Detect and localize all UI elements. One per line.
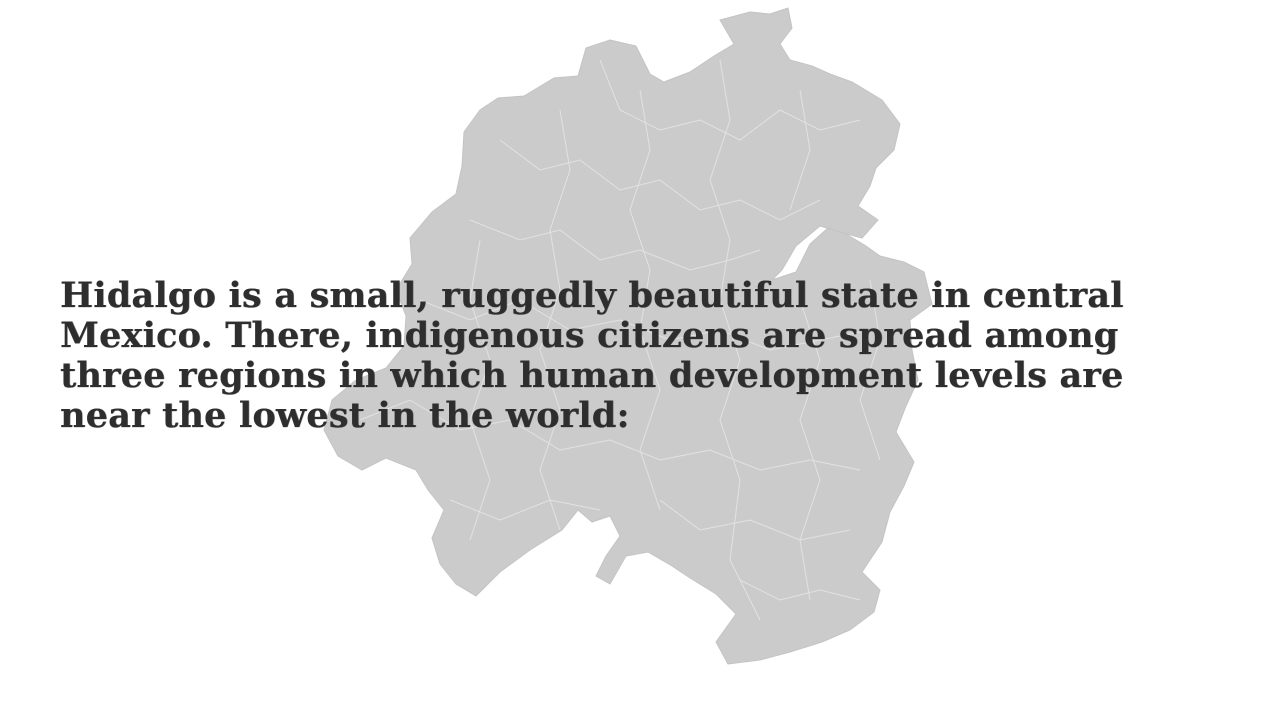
hidalgo-statement: Hidalgo is a small, ruggedly beautiful state in central Mexico. There, indigenous citizens are spread among three regions in which human development levels are near the lowest in the world: — [60, 275, 1124, 436]
